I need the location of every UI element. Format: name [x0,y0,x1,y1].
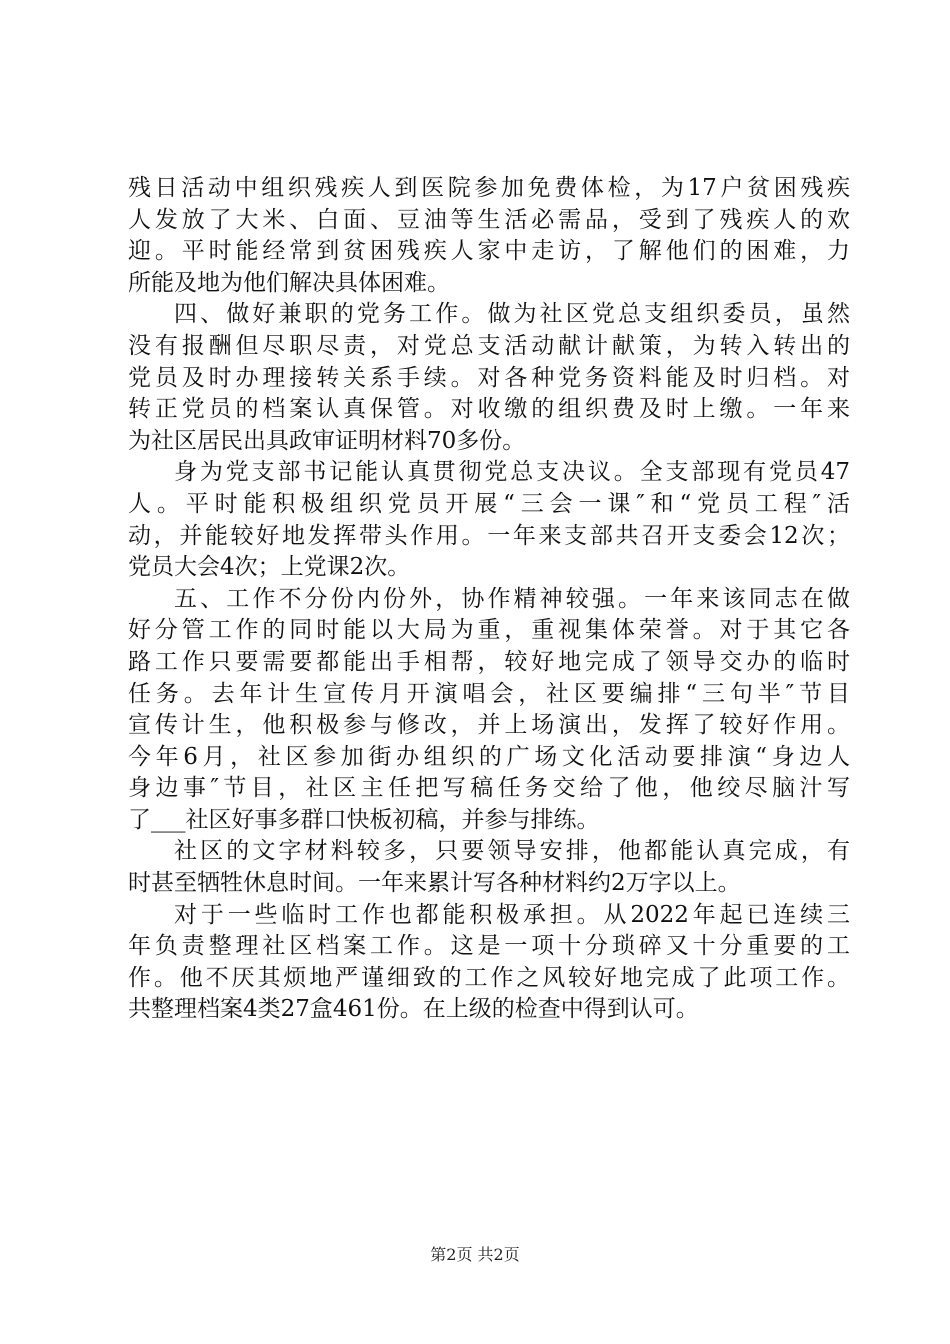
text-line: 转正党员的档案认真保管。对收缴的组织费及时上缴。一年来 [128,396,850,423]
text-line: 年负责整理社区档案工作。这是一项十分琐碎又十分重要的工 [128,933,850,960]
text-line: 人发放了大米、白面、豆油等生活必需品，受到了残疾人的欢 [128,206,850,233]
text-line: 时甚至牺牲休息时间。一年来累计写各种材料约2万字以上。 [128,870,741,897]
text-line: 所能及地为他们解决具体困难。 [128,269,450,296]
text-line: 身为党支部书记能认真贯彻党总支决议。全支部现有党员47 [174,459,850,486]
text-line: 了___社区好事多群口快板初稿，并参与排练。 [128,806,600,833]
text-line: 动，并能较好地发挥带头作用。一年来支部共召开支委会12次； [128,522,850,549]
text-line: 党员及时办理接转关系手续。对各种党务资料能及时归档。对 [128,364,850,391]
text-line: 好分管工作的同时能以大局为重，重视集体荣誉。对于其它各 [128,617,850,644]
text-line: 没有报酬但尽职尽责，对党总支活动献计献策，为转入转出的 [128,332,850,359]
text-line: 党员大会4次；上党课2次。 [128,554,411,581]
page-footer: 第2页 共2页 [430,1245,520,1264]
text-line: 残日活动中组织残疾人到医院参加免费体检，为17户贫困残疾 [128,175,850,201]
text-line: 五、工作不分份内份外，协作精神较强。一年来该同志在做 [174,585,850,612]
text-line: 路工作只要需要都能出手相帮，较好地完成了领导交办的临时 [128,648,850,675]
text-line: 身边事″节目，社区主任把写稿任务交给了他，他绞尽脑汁写 [128,775,850,802]
text-line: 对于一些临时工作也都能积极承担。从2022年起已连续三 [174,901,850,928]
text-line: 人。平时能积极组织党员开展“三会一课″和“党员工程″活 [128,490,850,517]
text-line: 为社区居民出具政审证明材料70多份。 [128,427,526,454]
document-body [128,173,850,1026]
text-line: 共整理档案4类27盒461份。在上级的检查中得到认可。 [128,996,699,1023]
text-line: 四、做好兼职的党务工作。做为社区党总支组织委员，虽然 [174,301,850,328]
text-line: 迎。平时能经常到贫困残疾人家中走访，了解他们的困难，力 [128,238,850,265]
text-line: 宣传计生，他积极参与修改，并上场演出，发挥了较好作用。 [128,712,850,739]
text-line: 社区的文字材料较多，只要领导安排，他都能认真完成，有 [174,838,850,865]
text-line: 今年6月，社区参加街办组织的广场文化活动要排演“身边人 [128,743,850,770]
text-line: 任务。去年计生宣传月开演唱会，社区要编排“三句半″节目 [128,680,850,707]
text-line: 作。他不厌其烦地严谨细致的工作之风较好地完成了此项工作。 [128,964,850,991]
